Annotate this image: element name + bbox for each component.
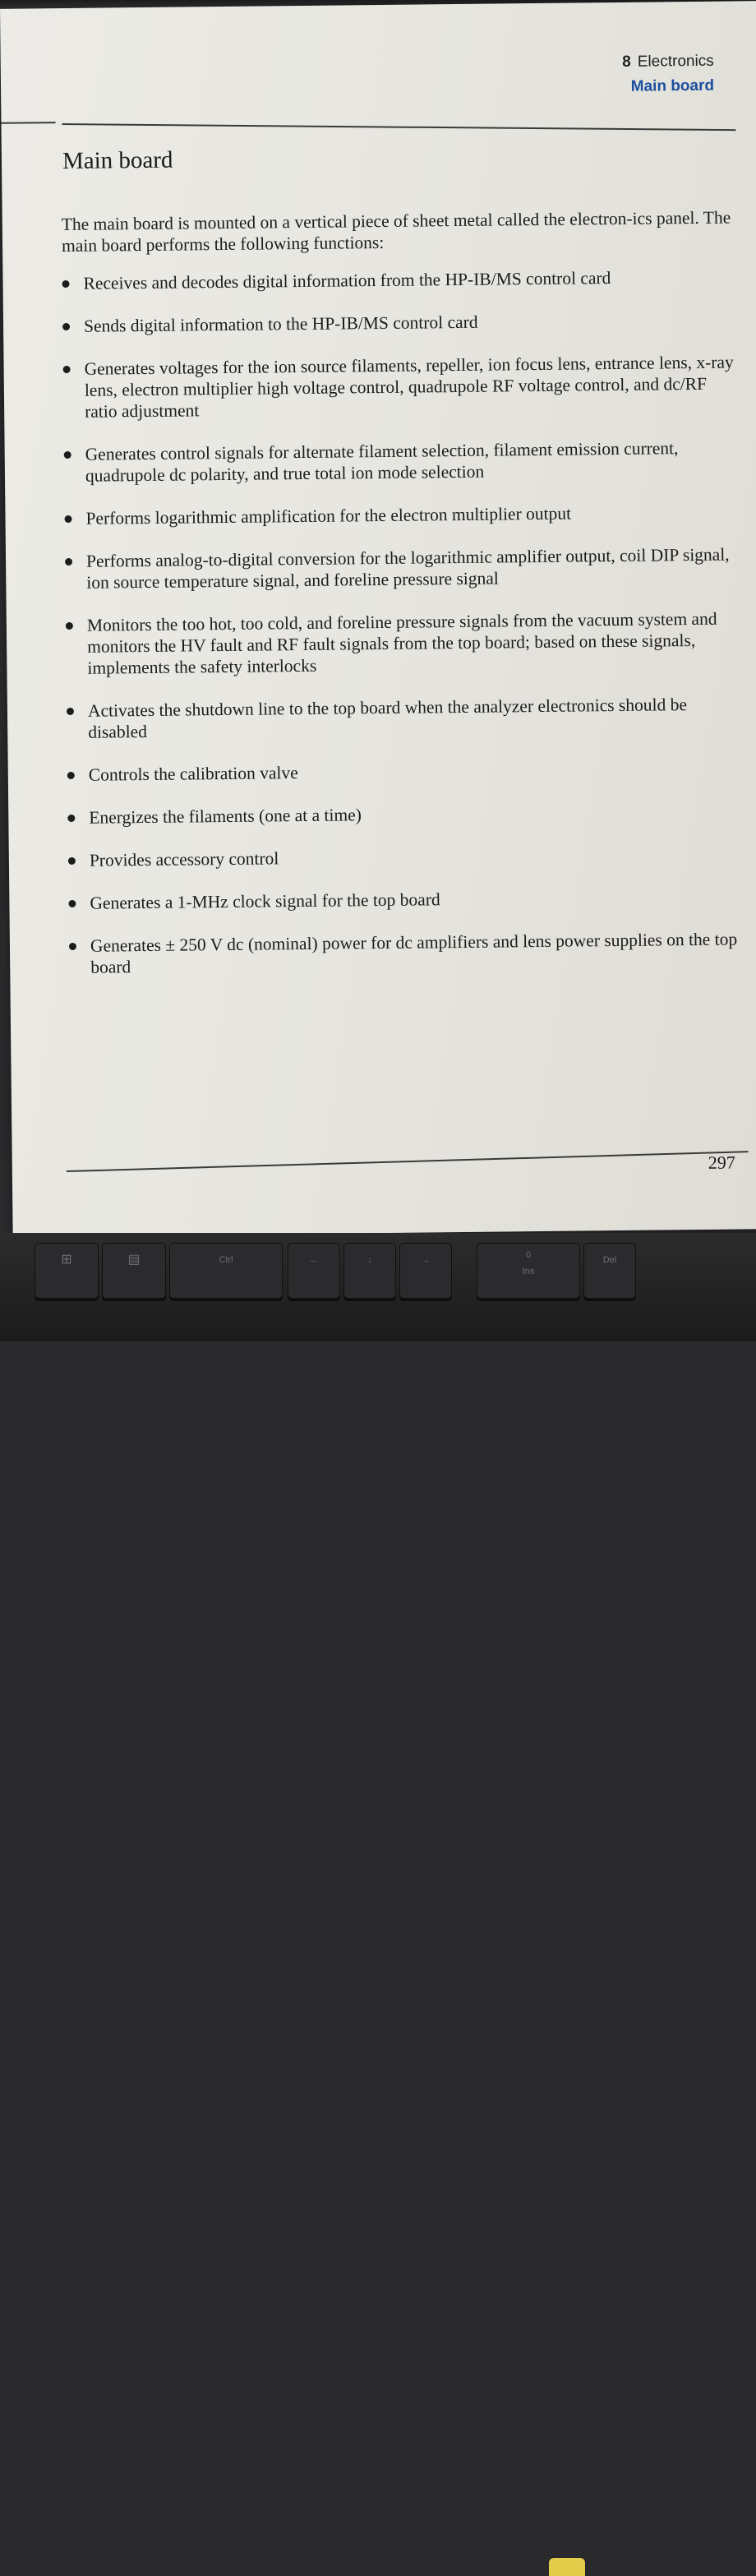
pencil-object [549, 2558, 585, 2576]
list-item [69, 928, 748, 978]
list-item [64, 501, 743, 529]
page-number: 297 [708, 1152, 735, 1173]
arrow-left-key: ← [288, 1243, 340, 1299]
list-item-text: Generates voltages for the ion source filaments, repeller, ion focus lens, entrance lens, x-ray lens, electron multiplier high voltage control, quadrupole RF voltage control, and dc/RF ratio adjustment [84, 352, 734, 422]
list-item [62, 351, 742, 422]
list-item [68, 885, 747, 914]
bullet-icon [67, 708, 74, 715]
list-item-text: Generates control signals for alternate filament selection, filament emission current, quadrupole dc polarity, and true total ion mode selection [85, 438, 679, 486]
bullet-icon [68, 857, 76, 865]
bullet-icon [66, 622, 73, 630]
windows-key [35, 1243, 99, 1299]
bullet-icon [63, 366, 71, 373]
list-item [68, 843, 747, 871]
list-item-text: Energizes the filaments (one at a time) [89, 805, 362, 828]
bullet-icon [62, 280, 69, 288]
bullet-icon [64, 515, 71, 523]
bullet-icon [64, 451, 71, 459]
list-item [64, 436, 743, 487]
bullet-icon [67, 772, 75, 779]
list-item-text: Receives and decodes digital information from the HP-IB/MS control card [83, 268, 611, 293]
menu-icon: ▤ [127, 1253, 141, 1267]
list-item [67, 800, 746, 829]
running-header [622, 49, 714, 99]
header-rule [62, 123, 735, 131]
list-item-text: Provides accessory control [89, 848, 279, 870]
insert-key: 0 Ins [477, 1243, 580, 1299]
list-item-text: Sends digital information to the HP-IB/MS control card [83, 312, 478, 336]
header-rule-left [1, 122, 55, 124]
intro-paragraph: The main board is mounted on a vertical piece of sheet metal called the electron-ics panel. The main board performs the following functions: [61, 207, 731, 256]
list-item-text: Performs analog-to-digital conversion for the logarithmic amplifier output, coil DIP signal, ion source temperature signal, and foreline pressure signal [85, 544, 730, 593]
list-item-text: Monitors the too hot, too cold, and foreline pressure signals from the vacuum system and monitors the HV fault and RF fault signals from the top board; based on these signals, implements the safety interlocks [86, 608, 717, 678]
ctrl-key: Ctrl [169, 1243, 283, 1299]
list-item-text: Generates ± 250 V dc (nominal) power for dc amplifiers and lens power supplies on the top board [90, 929, 738, 977]
section-name: Main board [630, 76, 715, 95]
document-page [0, 1, 756, 1237]
windows-icon: ⊞ [61, 1253, 72, 1267]
delete-key: Del [583, 1243, 636, 1299]
arrow-right-key: → [399, 1243, 452, 1299]
page-title: Main board [62, 146, 173, 175]
list-item-text: Performs logarithmic amplification for the electron multiplier output [85, 503, 572, 529]
list-item [67, 757, 746, 786]
list-item [62, 265, 740, 294]
list-item [65, 543, 744, 593]
footer-rule [67, 1151, 749, 1172]
list-item-text: Controls the calibration valve [88, 763, 298, 785]
list-item [66, 607, 745, 679]
list-item-text: Activates the shutdown line to the top board when the analyzer electronics should be disabled [87, 695, 688, 742]
bullet-icon [67, 815, 75, 822]
body-text [62, 206, 749, 999]
chapter-number: 8 [622, 53, 631, 71]
bullet-icon [65, 558, 72, 566]
function-list [62, 265, 748, 978]
list-item [67, 693, 745, 743]
chapter-heading [622, 49, 714, 75]
bullet-icon [62, 323, 70, 330]
bullet-icon [69, 943, 76, 950]
menu-key [102, 1243, 166, 1299]
list-item-text: Generates a 1-MHz clock signal for the top board [90, 889, 440, 913]
keyboard-edge [0, 1233, 756, 1341]
list-item [62, 308, 741, 337]
bullet-icon [68, 900, 76, 907]
chapter-title: Electronics [637, 52, 714, 71]
arrow-down-key: ↓ [343, 1243, 396, 1299]
